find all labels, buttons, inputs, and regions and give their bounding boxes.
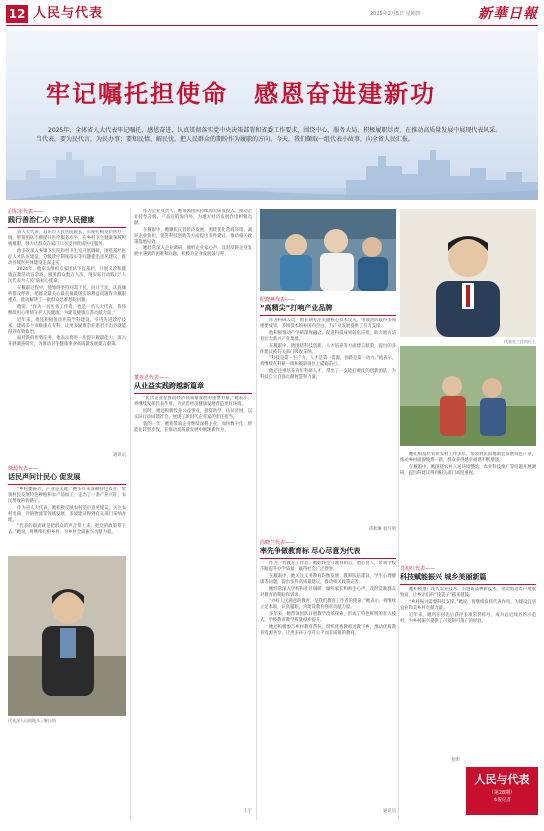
divider (134, 393, 252, 394)
portrait-photo (400, 209, 536, 337)
paragraph: 在履职中，她聚焦民营经济发展，围绕优化营商环境、减轻企业负担、促进科技创新等方面提出多件建议，推动相关政策落地见效。 (134, 227, 252, 245)
paragraph: 省人大代表，启东市人民医院院长，长期扎根基层医疗一线，带领团队不断提升医疗服务水平，在乡村卫生健康领域积极履职，努力让群众在家门口享受到优质医疗服务。 (8, 230, 126, 247)
column-tag-issue: （第28期） (488, 790, 516, 796)
paragraph: 在履职中，他围绕科技创新、人才培养等方面建言献策，提出的多件建议被有关部门吸收采纳。 (260, 343, 396, 355)
paragraph: 在履职中，她关注义务教育均衡发展、教师队伍建设、学生心理健康等问题，提出多件高质量建议，推动相关政策完善。 (260, 573, 396, 585)
paragraph: 她经常深入学校和社区调研，倾听家长和师生心声，及时反映群众对教育的期盼和诉求。 (260, 586, 396, 598)
story-5-body (400, 587, 536, 755)
paragraph: 作为省人大代表，她积极反映农村基层意见建议，关注农村电商、冷链物流等领域发展，多项建议得到有关部门采纳办理。 (8, 505, 126, 523)
story-3-header (134, 375, 252, 391)
story-6-header (260, 540, 396, 556)
divider (260, 558, 396, 559)
story-1-header (8, 209, 126, 225)
story-1-title: 践行善治仁心 守护人民健康 (8, 216, 95, 224)
story-4-byline: 蒋秋琳 翁月明 (368, 527, 396, 532)
story-5-kicker: 肖旭红代表—— (400, 566, 436, 572)
paragraph: “乡村要振兴，产业是关键。”她多年来深耕特色农业，带领村民发展特色种植和农产品加工，走出了一条产业兴旺、农民增收的新路子。 (8, 487, 126, 504)
story-3-body (134, 396, 252, 806)
story-2-photo (8, 556, 126, 716)
paragraph: 他多次深入乡镇卫生院和村卫生室开展调研，围绕基层医疗人才队伍建设、分级诊疗制度落实等问题提出意见建议，推动县域医共体建设走深走实。 (8, 248, 126, 266)
column-tag-box (466, 767, 538, 815)
main-photo (260, 209, 396, 291)
story-3-kicker: 董亚君代表—— (134, 375, 170, 381)
field-photo (400, 346, 536, 446)
story-4-title: “高精尖”打响产业品牌 (260, 304, 333, 312)
masthead (6, 4, 538, 26)
paragraph: 作为企业负责人，她带领团队持续加大研发投入，推动企业转型升级，产品远销海内外，为地方经济发展作出积极贡献。 (134, 209, 252, 226)
paragraph: 近年来，他还积极推动医院学科建设，引进先进诊疗技术，建成多个市级重点专科，让更多疑难杂症患者不出县就能得到有效救治。 (8, 317, 126, 335)
paragraph: 她经常深入企业调研，倾听企业家心声，及时反映企业发展中遇到的困难和问题，积极为企业发展鼓与呼。 (134, 246, 252, 258)
paragraph: “办好人民满意的教育，是我们教育工作者的使命。”她表示，将继续立足本职，认真履职，为建设教育强省贡献力量。 (260, 599, 396, 611)
paragraph: 她扎根基层农业农村工作多年，带领村民因地制宜发展特色产业，推动乡村面貌焕然一新，群众获得感幸福感不断增强。 (400, 452, 536, 463)
paragraph: 多年来，她带领团队开展教学改革探索，形成了特色鲜明的育人模式，学校教育教学质量稳步提升。 (260, 612, 396, 624)
story-6-body (260, 561, 396, 805)
story-3-byline: 王宇 (243, 809, 252, 814)
paragraph: “代表的职责就是把群众的声音带上来，把党的政策带下去。”她说，将继续扎根乡村，为乡村全面振兴贡献力量。 (8, 524, 126, 536)
story-5-lead-text (400, 452, 536, 560)
column-tag-editor: 本报记者 (493, 798, 511, 803)
story-4-kicker: 纪晓燕代表—— (260, 297, 296, 303)
story-1-byline: 通讯员 (113, 453, 126, 458)
story-2-kicker: 徐源代表—— (8, 466, 39, 472)
story-2-body (8, 487, 126, 551)
section-title: 人民与代表 (33, 6, 104, 21)
story-1-kicker: 启东市代表—— (8, 209, 44, 215)
banner (6, 30, 538, 200)
divider (260, 315, 396, 316)
paragraph: 他说：“作为一名医务工作者，也是一名人大代表，我将继续用心用情守护人民健康，为建设健康江苏贡献力量。” (8, 304, 126, 316)
story-2-title: 话民声问计民心 促发展 (8, 473, 81, 481)
story-6-title: 率先争做教育标 尽心尽意为代表 (260, 547, 361, 555)
story-5-title: 科技赋能振兴 城乡美丽新篇 (400, 573, 487, 581)
divider (8, 484, 126, 485)
dateline: 2025年2月5日 星期四 (370, 11, 421, 17)
paragraph: “乡村振兴需要科技支撑。”她说，将继续发挥代表作用，为建设宜居宜业和美乡村贡献力量。 (400, 599, 536, 611)
story-5-byline: 倪昕 (451, 758, 460, 763)
paragraph: 同时，她还积极投身公益事业，捐资助学、扶贫济困，以实际行动回馈社会，展现了新时代企业家的责任担当。 (134, 408, 252, 420)
paragraph: 他积极推动产学研深度融合，促进科技成果转化应用，助力地方培育壮大新兴产业集群。 (260, 330, 396, 342)
paragraph: 她积极推广现代农业技术，引进新品种新技术，带动周边农户增收致富，让乡亲们的“钱袋子”越来越鼓。 (400, 587, 536, 598)
page-number: 12 (6, 5, 28, 23)
story-4-header (260, 297, 396, 313)
paragraph: 面对新的形势任务，他表示将进一步提升履职能力，深入开展调查研究，为推动卫生健康事业高质量发展建言献策。 (8, 336, 126, 348)
paragraph: 她还积极参与乡村教育帮扶，组织优秀教师送教下乡，推动优质教育资源共享，让更多孩子享有公平而有质量的教育。 (260, 625, 396, 636)
paragraph: “民营企业是推动经济高质量发展的重要力量。”她表示，将继续发挥代表作用，为民营经济健康发展营造更好环境。 (134, 396, 252, 407)
story-2-photo-caption: 代表深入田间地头了解民情 (8, 718, 56, 723)
paragraph: “科技是第一生产力，人才是第一资源，创新是第一动力。”他表示，将继续在科研一线和履职岗位上砥砺前行。 (260, 356, 396, 368)
paragraph: 作为科研人员，他长期专注关键核心技术攻关，带领团队取得多项重要成果，多项技术填补国内空白，为产业发展提供了有力支撑。 (260, 318, 396, 329)
paragraph: 他还注重培养青年科研人才，带出了一支能打硬仗的创新团队，为科技自立自强贡献智慧和力量。 (260, 369, 396, 381)
story-6-kicker: 尚晓兰代表—— (260, 540, 296, 546)
paragraph: 新的一年，她将带领企业继续深耕主业，加快数字化、智能化转型步伐，在推动高质量发展中展现新作为。 (134, 421, 252, 433)
paragraph: 近年来，她所在村先后获评多项荣誉称号，成为远近闻名的示范村，为乡村振兴提供了可复制可推广的经验。 (400, 612, 536, 624)
brand-logo: 新華日報 (478, 6, 538, 22)
story-5-header (400, 566, 536, 582)
story-1-body (8, 230, 126, 452)
paragraph: 作为一名教育工作者，她始终坚守教育初心，潜心育人，带领学校不断提升办学质量，赢得社会广泛赞誉。 (260, 561, 396, 572)
column-tag-title: 人民与代表 (474, 773, 530, 786)
divider (400, 584, 536, 585)
main-headline: 牢记嘱托担使命 感恩奋进建新功 (46, 79, 436, 108)
column-divider (256, 208, 257, 820)
column-divider (398, 346, 399, 820)
paragraph: 2024年，他牵头组织专家团队下沉基层，开展义诊和健康宣教活动百余场，服务群众数万人次，用实际行动践行“人民代表为人民”的初心使命。 (8, 267, 126, 285)
intro-paragraph: 2025年，全体省人大代表牢记嘱托，感恩奋进，认真贯彻落实党中央决策部署和省委工作要求，围绕中心、服务大局，积极履职尽责，在推动高质量发展中展现代表风采。当代表，要为民代言，为民办事；要知民情、解民忧，把人民群众的期盼作为履职的方向。今天，我们撷取一组代表小故事，向全省人民汇报。 (36, 127, 502, 143)
story-4-body (260, 318, 396, 524)
story-3-title: 从业益实践跨越新篇章 (134, 382, 204, 390)
divider (8, 227, 126, 228)
paragraph: 在履职过程中，他始终坚持问需于民、问计于民，认真倾听群众呼声，把群众最关心最直接最现实的利益问题作为履职重点，推动解决了一批群众急难愁盼问题。 (8, 286, 126, 303)
story-2-header (8, 466, 126, 482)
story-3-lead-text (134, 209, 252, 369)
column-divider (130, 208, 131, 820)
story-6-byline: 通讯员 (383, 809, 396, 814)
main-photo-caption: 代表在工作岗位上 (504, 339, 536, 344)
paragraph: 在履职中，她围绕农村人居环境整治、农业科技推广等问题开展调研，提出的建议得到相关部门高度重视。 (400, 464, 536, 476)
